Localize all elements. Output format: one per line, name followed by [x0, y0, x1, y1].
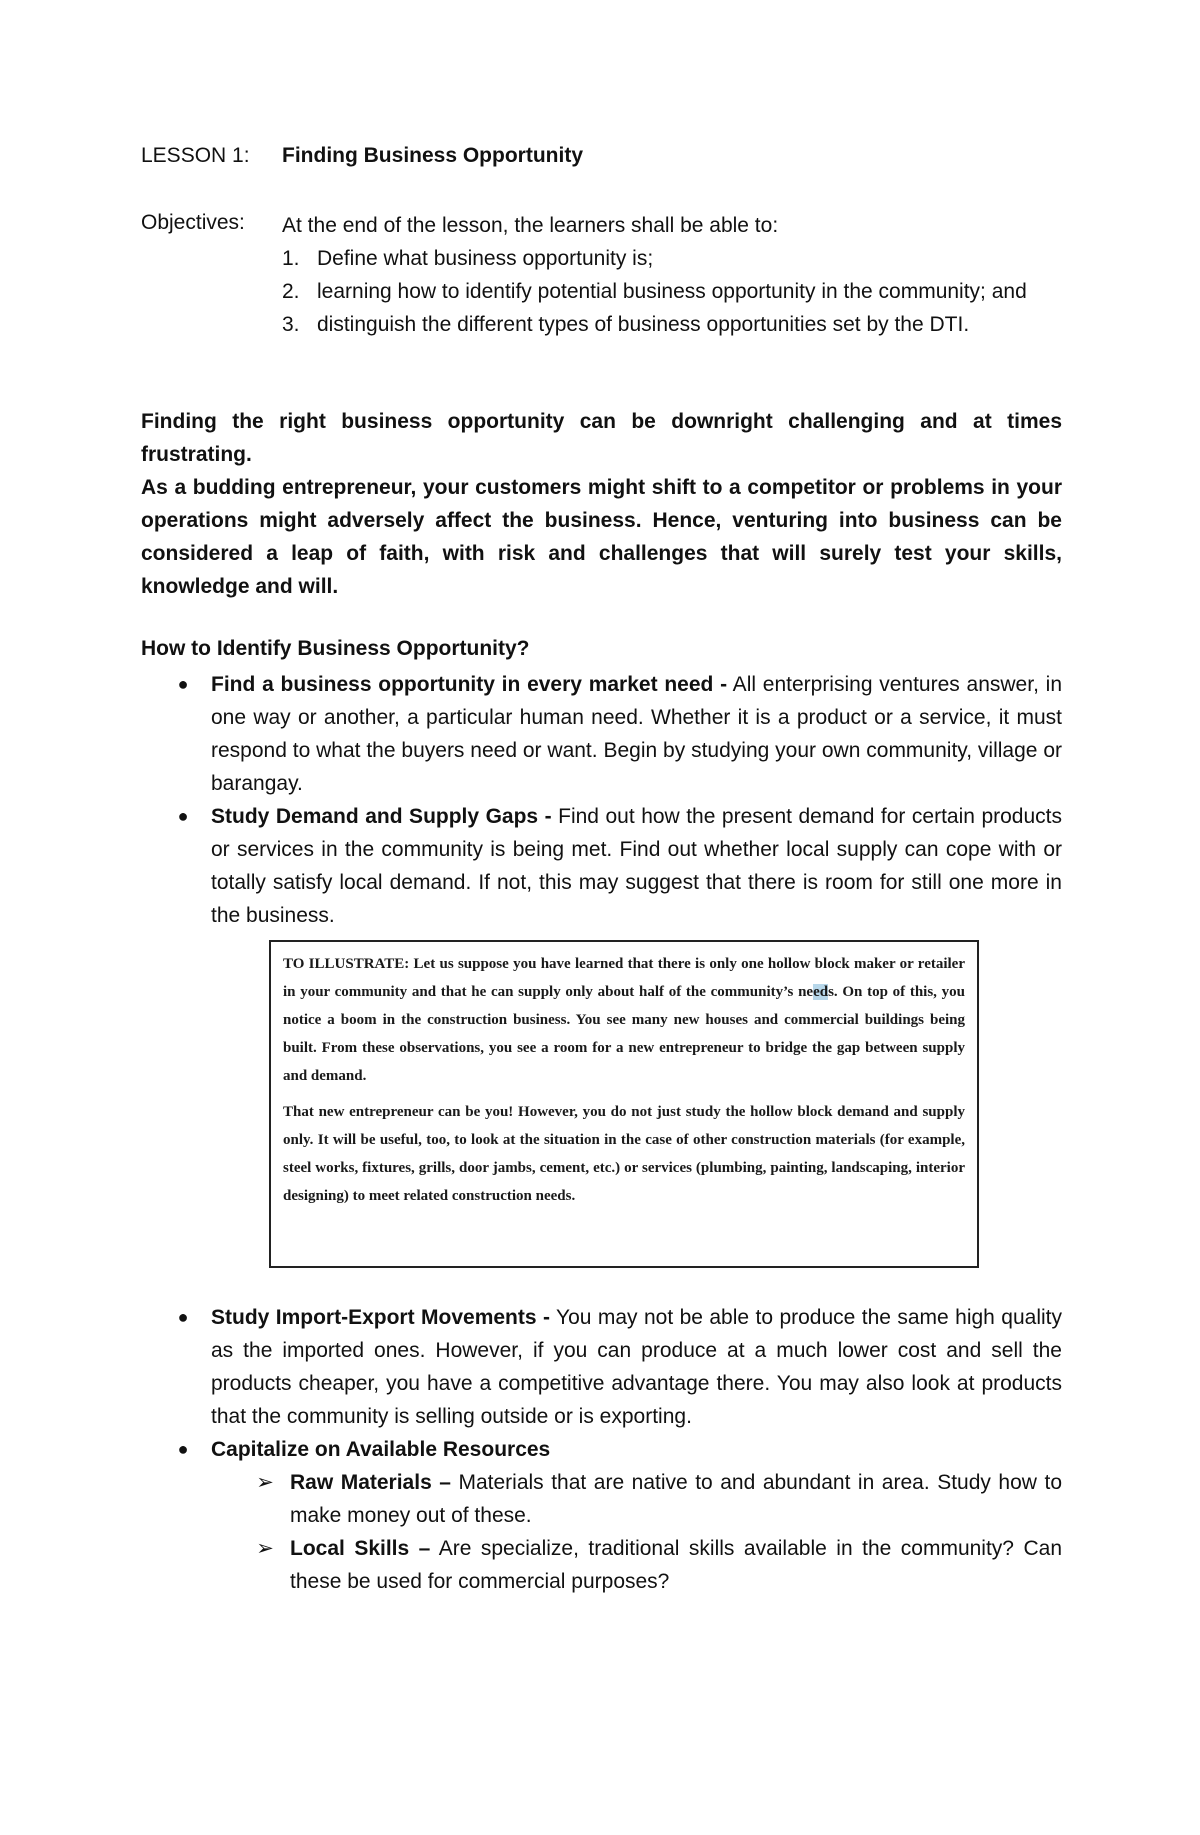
- bullet-title: Study Demand and Supply Gaps -: [211, 805, 552, 828]
- bullet-title: Study Import-Export Movements -: [211, 1306, 550, 1329]
- intro-paragraph-2: As a budding entrepreneur, your customers might shift to a competitor or problems in your operations might adversely affect the business. Hence, venturing into business can be considered a leap of faith, with risk and challenges that will surely test your skills, knowledge and will.: [141, 476, 1062, 598]
- bullet-icon: ●: [177, 806, 189, 826]
- objective-text: Define what business opportunity is;: [317, 247, 654, 270]
- intro-paragraph-1: Finding the right business opportunity can be downright challenging and at times frustrating.: [141, 410, 1062, 466]
- objective-text: distinguish the different types of business opportunities set by the DTI.: [317, 313, 970, 336]
- arrow-icon: ➢: [256, 1471, 274, 1494]
- objectives-block: [282, 209, 1062, 341]
- lesson-title: Finding Business Opportunity: [282, 144, 583, 167]
- objective-item: [282, 242, 1062, 275]
- illustration-paragraph-2: That new entrepreneur can be you! However, you do not just study the hollow block demand and supply only. It will be useful, too, to look at the situation in the case of other construction materials (for example, steel works, fixtures, grills, door jambs, cement, etc.) or services (plumbing, painting, landscaping, interior designing) to meet related construction needs.: [283, 1104, 965, 1204]
- bullet-text: You may not be able to produce the same high quality as the imported ones. However, if you can produce at a much lower cost and sell the products cheaper, you have a competitive advantage there. You may also look at products that the community is selling outside or is exporting.: [211, 1306, 1062, 1428]
- objective-item: [282, 275, 1062, 308]
- bullet-import-export: [177, 1301, 1062, 1433]
- objectives-list: [282, 242, 1062, 341]
- howto-heading: How to Identify Business Opportunity?: [141, 637, 530, 660]
- bullet-text: Find out how the present demand for certain products or services in the community is being met. Find out whether local supply can cope with or totally satisfy local demand. If not, this may suggest that there is room for still one more in the business.: [211, 805, 1062, 927]
- bullet-icon: ●: [177, 1307, 189, 1327]
- objective-text: learning how to identify potential business opportunity in the community; and: [317, 280, 1027, 303]
- sub-bullet-raw-materials: [256, 1466, 1062, 1532]
- bullet-title: Find a business opportunity in every market need -: [211, 673, 728, 696]
- sub-bullet-title: Raw Materials –: [290, 1471, 451, 1494]
- bullet-demand-supply: [177, 800, 1062, 932]
- objective-number: 2.: [282, 280, 300, 303]
- bullet-icon: ●: [177, 1439, 189, 1459]
- sub-bullet-title: Local Skills –: [290, 1537, 431, 1560]
- bullet-title: Capitalize on Available Resources: [211, 1438, 551, 1461]
- objectives-label: Objectives:: [141, 211, 245, 234]
- illustration-paragraph-1: [283, 950, 965, 1090]
- objectives-intro: At the end of the lesson, the learners shall be able to:: [282, 214, 779, 237]
- objective-item: [282, 308, 1062, 341]
- lesson-label: LESSON 1:: [141, 144, 250, 167]
- arrow-icon: ➢: [256, 1537, 274, 1560]
- objective-number: 3.: [282, 313, 300, 336]
- bullet-icon: ●: [177, 674, 189, 694]
- bullet-resources: [177, 1433, 1062, 1466]
- bullet-text: All enterprising ventures answer, in one way or another, a particular human need. Whether it is a product or a service, it must respond to what the buyers need or want. Begin by studying your own community, village or barangay.: [211, 673, 1063, 795]
- illustration-text: TO ILLUSTRATE: Let us suppose you have learned that there is only one hollow block maker or retailer in your community and that he can supply only about half of the community’s ne: [283, 956, 965, 1000]
- illustration-box: [269, 940, 979, 1268]
- sub-bullet-text: Materials that are native to and abundant in area. Study how to make money out of these.: [290, 1471, 1062, 1527]
- sub-bullet-text: Are specialize, traditional skills available in the community? Can these be used for commercial purposes?: [290, 1537, 1062, 1593]
- sub-bullet-local-skills: [256, 1532, 1062, 1598]
- illustration-text: s. On top of this, you notice a boom in the construction business. You see many new houses and commercial buildings being built. From these observations, you see a room for a new entrepreneur to bridge the gap between supply and demand.: [283, 984, 965, 1084]
- bullet-market-need: [177, 668, 1063, 800]
- text-highlight: ed: [813, 984, 829, 1000]
- objective-number: 1.: [282, 247, 300, 270]
